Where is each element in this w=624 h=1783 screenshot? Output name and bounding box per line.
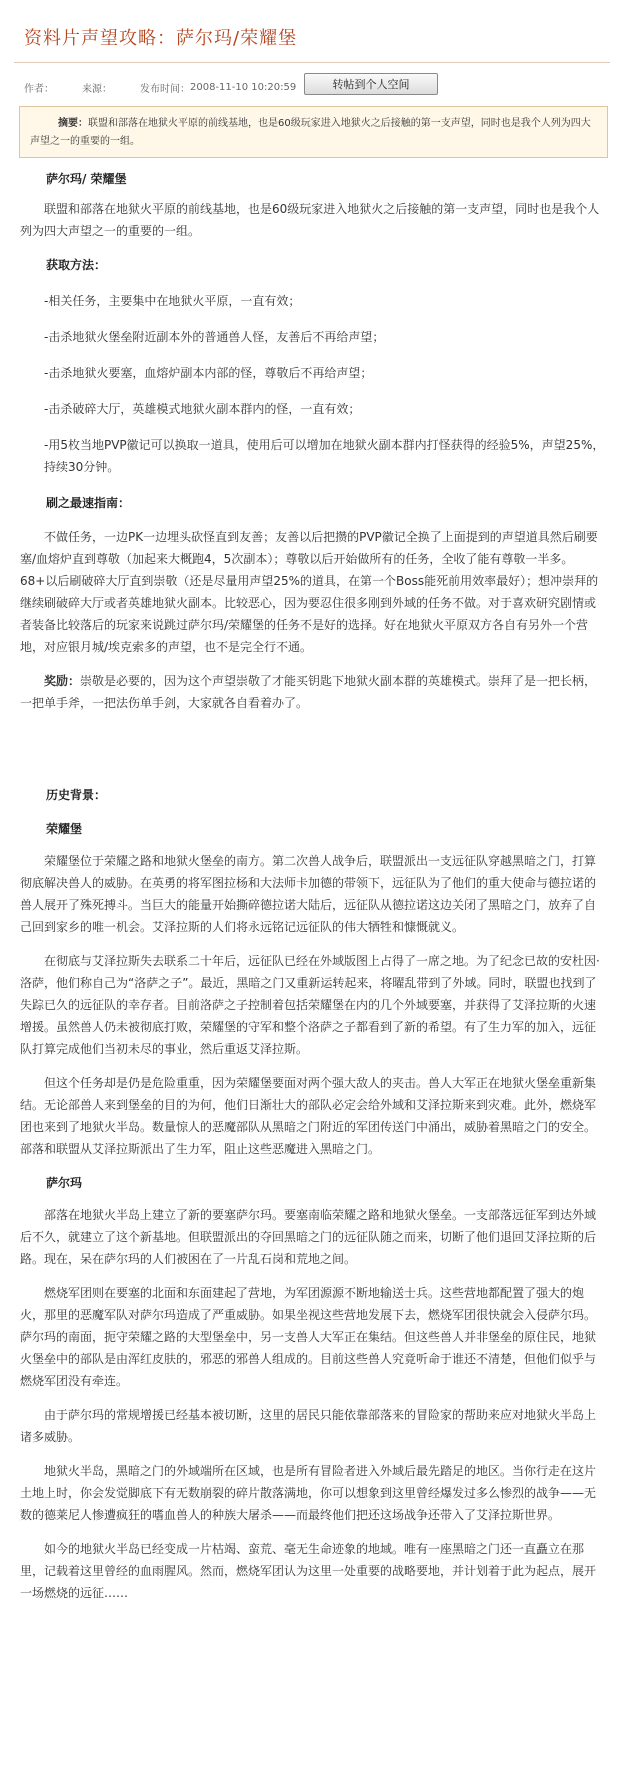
repost-button[interactable]: 转帖到个人空间 xyxy=(304,73,438,95)
publish-time-label: 发布时间： xyxy=(140,83,190,95)
honor-hold-paragraph: 在彻底与艾泽拉斯失去联系二十年后，远征队已经在外域版图上占得了一席之地。为了纪念已故的安杜因·洛萨，他们称自己为“洛萨之子”。最近，黑暗之门又重新运转起来，将曜乱带到了外域。同时，联盟也找到了失踪已久的远征队的幸存者。目前洛萨之子控制着包括荣耀堡在内的几个外域要塞，并获得了艾泽拉斯的火速增援。虽然兽人仍未被彻底打败，荣耀堡的守军和整个洛萨之子都看到了新的希望。有了生力军的加入，远征队打算完成他们当初未尽的事业，然后重返艾泽拉斯。 xyxy=(20,954,600,1056)
thrallmar-paragraph: 部落在地狱火半岛上建立了新的要塞萨尔玛。要塞南临荣耀之路和地狱火堡垒。一支部落远征军到达外域后不久，就建立了这个新基地。但联盟派出的夺回黑暗之门的远征队随之而来，切断了他们退回艾泽拉斯的后路。现在，呆在萨尔玛的人们被困在了一片乱石岗和荒地之间。 xyxy=(20,1208,597,1266)
reward-text: 崇敬是必要的，因为这个声望崇敬了才能买钥匙下地狱火副本群的英雄模式。崇拜了是一把长柄，一把单手斧，一把法伤单手剑，大家就各自看着办了。 xyxy=(20,674,597,710)
page-title: 资料片声望攻略：萨尔玛/荣耀堡 xyxy=(24,28,298,49)
summary-text: 联盟和部落在地狱火平原的前线基地，也是60级玩家进入地狱火之后接触的第一支声望，同时也是我个人列为四大声望之一的重要的一组。 xyxy=(30,118,591,147)
reward-label: 奖励： xyxy=(44,674,81,688)
obtain-item: -击杀破碎大厅，英雄模式地狱火副本群内的怪，一直有效； xyxy=(44,402,361,416)
publish-time-value: 2008-11-10 10:20:59 xyxy=(190,81,297,93)
section-heading-fastest: 刷之最速指南： xyxy=(46,496,131,510)
section-heading-honor-hold: 荣耀堡 xyxy=(46,822,83,836)
thrallmar-paragraph: 如今的地狱火半岛已经变成一片枯竭、蛮荒、毫无生命迹象的地域。唯有一座黑暗之门还一直矗立在那里，记载着这里曾经的血雨腥风。然而，燃烧军团认为这里一处重要的战略要地，并计划着于此为起点，展开一场燃烧的远征…… xyxy=(20,1542,597,1600)
obtain-item: -击杀地狱火堡垒附近副本外的普通兽人怪，友善后不再给声望； xyxy=(44,330,385,344)
thrallmar-paragraph: 燃烧军团则在要塞的北面和东面建起了营地，为军团源源不断地输送士兵。这些营地都配置了强大的炮火，那里的恶魔军队对萨尔玛造成了严重威胁。如果坐视这些营地发展下去，燃烧军团很快就会入侵萨尔玛。萨尔玛的南面，扼守荣耀之路的大型堡垒中，另一支兽人大军正在集结。但这些兽人并非堡垒的原住民，地狱火堡垒中的部队是由浑红皮肤的，邪恶的邪兽人组成的。目前这些兽人究竟听命于谁还不清楚，但他们似乎与燃烧军团没有牵连。 xyxy=(20,1286,597,1388)
thrallmar-paragraph: 由于萨尔玛的常规增援已经基本被切断，这里的居民只能依靠部落来的冒险家的帮助来应对地狱火半岛上诸多威胁。 xyxy=(20,1408,597,1444)
obtain-item: -用5枚当地PVP徽记可以换取一道具，使用后可以增加在地狱火副本群内打怪获得的经验5%，声望25%，持续30分钟。 xyxy=(44,438,605,474)
section-heading-obtain: 获取方法： xyxy=(46,258,107,272)
title-bar xyxy=(0,0,624,70)
article-body xyxy=(20,168,606,1604)
section-heading-history: 历史背景： xyxy=(46,788,107,802)
honor-hold-paragraph: 但这个任务却是仍是危险重重，因为荣耀堡要面对两个强大敌人的夹击。兽人大军正在地狱火堡垒重新集结。无论部兽人来到堡垒的目的为何，他们日渐壮大的部队必定会给外域和艾泽拉斯来到灾难。此外，燃烧军团也来到了地狱火半岛。数量惊人的恶魔部队从黑暗之门附近的军团传送门中涌出，威胁着黑暗之门的安全。部落和联盟从艾泽拉斯派出了生力军，阻止这些恶魔进入黑暗之门。 xyxy=(20,1076,597,1156)
reward-paragraph xyxy=(20,670,606,714)
section-heading-thrallmar: 萨尔玛 xyxy=(46,1176,83,1190)
section-heading-main: 萨尔玛/ 荣耀堡 xyxy=(46,172,127,186)
intro-paragraph: 联盟和部落在地狱火平原的前线基地，也是60级玩家进入地狱火之后接触的第一支声望，同时也是我个人列为四大声望之一的重要的一组。 xyxy=(20,202,600,238)
summary-box xyxy=(19,106,608,158)
fastest-guide-paragraph: 不做任务，一边PK一边埋头砍怪直到友善；友善以后把攒的PVP徽记全换了上面提到的声望道具然后刷要塞/血熔炉直到尊敬（加起来大概跑4，5次副本）；尊敬以后开始做所有的任务，全收了能有尊敬一半多。68+以后刷破碎大厅直到崇敬（还是尽量用声望25%的道具，在第一个Boss能死前用效率最好）；想冲崇拜的继续刷破碎大厅或者英雄地狱火副本。比较恶心，因为要忍住很多刚到外域的任务不做。对于喜欢研究剧情或者装备比较落后的玩家来说跳过萨尔玛/荣耀堡的任务不是好的选择。好在地狱火平原双方各自有另外一个营地，对应银月城/埃克索多的声望，也不是完全行不通。 xyxy=(20,530,599,654)
obtain-item: -击杀地狱火要塞，血熔炉副本内部的怪，尊敬后不再给声望； xyxy=(44,366,373,380)
source-label: 来源： xyxy=(82,83,112,95)
summary-label: 摘要： xyxy=(58,118,88,129)
honor-hold-paragraph: 荣耀堡位于荣耀之路和地狱火堡垒的南方。第二次兽人战争后，联盟派出一支远征队穿越黑暗之门，打算彻底解决兽人的威胁。在英勇的将军图拉杨和大法师卡加德的带领下，远征队为了他们的重大使命与德拉诺的兽人展开了殊死搏斗。当巨大的能量开始撕碎德拉诺大陆后，远征队从德拉诺这边关闭了黑暗之门，放弃了自己回到家乡的唯一机会。艾泽拉斯的人们将永远铭记远征队的伟大牺牲和慷慨就义。 xyxy=(20,854,597,934)
title-divider xyxy=(14,62,610,63)
author-label: 作者： xyxy=(24,83,54,95)
obtain-item: -相关任务，主要集中在地狱火平原，一直有效； xyxy=(44,294,301,308)
thrallmar-paragraph: 地狱火半岛，黑暗之门的外域端所在区域，也是所有冒险者进入外域后最先踏足的地区。当你行走在这片土地上时，你会发觉脚底下有无数崩裂的碎片散落满地，你可以想象到这里曾经爆发过多么惨烈的战争——无数的德莱尼人惨遭疯狂的嗜血兽人的种族大屠杀——而最终他们把还这场战争还带入了艾泽拉斯世界。 xyxy=(20,1464,597,1522)
